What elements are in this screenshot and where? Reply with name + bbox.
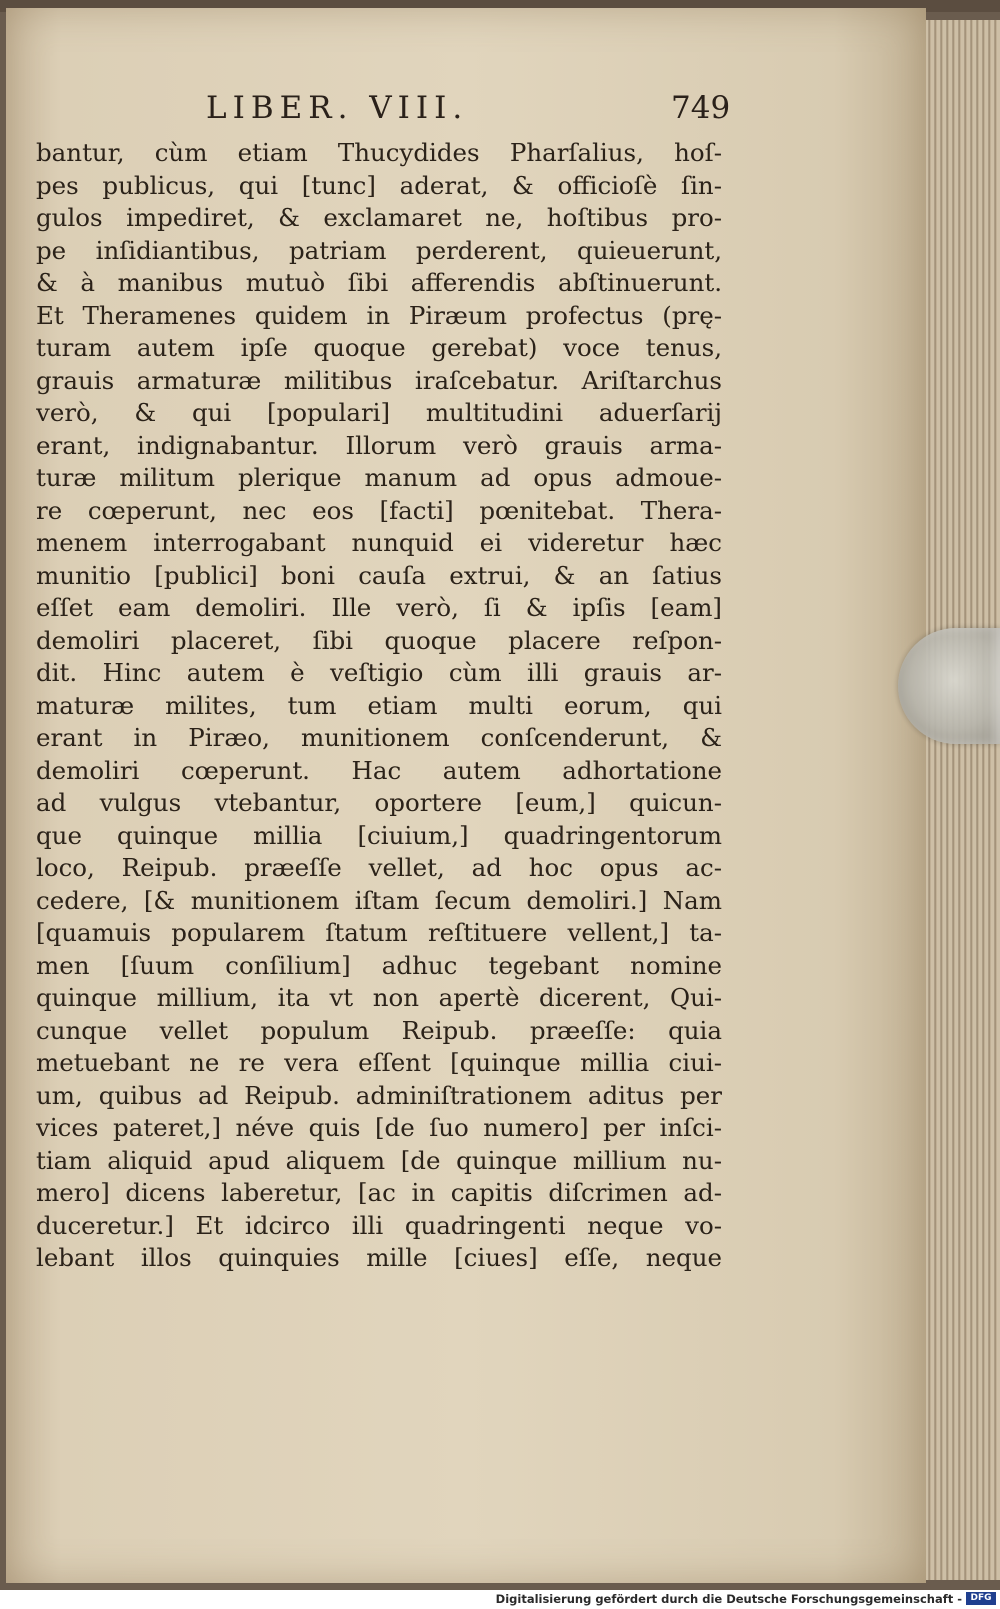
- text-line: loco, Reipub. præeſſe vellet, ad hoc opus ac-: [36, 853, 722, 882]
- text-line: demoliri placeret, ſibi quoque placere reſpon-: [36, 625, 722, 655]
- text-line: [quamuis popularem ſtatum reſtituere vellent,] ta-: [36, 918, 722, 947]
- text-line: demoliri cœperunt. Hac autem adhortatione: [36, 755, 722, 785]
- text-block: [36, 137, 722, 1275]
- text-line: cedere, [& munitionem iſtam ſecum demoliri.] Nam: [36, 885, 722, 915]
- text-line: que quinque millia [ciuium,] quadringentorum: [36, 820, 722, 850]
- text-line: pe inſidiantibus, patriam perderent, quieuerunt,: [36, 235, 722, 265]
- text-line: turæ militum plerique manum ad opus admoue-: [36, 463, 722, 492]
- text-line: Et Theramenes quidem in Piræum profectus (prę-: [36, 300, 722, 330]
- text-line: metuebant ne re vera eſſent [quinque millia ciui-: [36, 1048, 722, 1077]
- funding-credit: Digitalisierung gefördert durch die Deutsche Forschungsgemeinschaft -: [495, 1592, 962, 1606]
- text-line: duceretur.] Et idcirco illi quadringenti neque vo-: [36, 1210, 722, 1240]
- text-line: maturæ milites, tum etiam multi eorum, qui: [36, 690, 722, 720]
- text-line: men [ſuum conſilium] adhuc tegebant nomine: [36, 950, 722, 980]
- text-line: re cœperunt, nec eos [facti] pœnitebat. Thera-: [36, 495, 722, 525]
- text-line: um, quibus ad Reipub. adminiſtrationem aditus per: [36, 1080, 722, 1110]
- text-line: ad vulgus vtebantur, oportere [eum,] quicun-: [36, 788, 722, 817]
- dfg-logo: DFG: [966, 1592, 996, 1605]
- text-line: cunque vellet populum Reipub. præeſſe: quia: [36, 1015, 722, 1045]
- page-edges: [926, 20, 1000, 1580]
- text-line: munitio [publici] boni cauſa extrui, & an ſatius: [36, 560, 722, 590]
- footer-bar: [0, 1590, 1000, 1609]
- text-line: verò, & qui [populari] multitudini aduerſarij: [36, 398, 722, 427]
- text-line: lebant illos quinquies mille [ciues] eſſe, neque: [36, 1243, 722, 1272]
- text-line: grauis armaturæ militibus iraſcebatur. Ariſtarchus: [36, 365, 722, 395]
- text-line: turam autem ipſe quoque gerebat) voce tenus,: [36, 333, 722, 362]
- text-line: bantur, cùm etiam Thucydides Pharſalius, hoſ-: [36, 138, 722, 167]
- book-page: [6, 8, 926, 1583]
- text-line: pes publicus, qui [tunc] aderat, & officioſè ſin-: [36, 170, 722, 200]
- text-line: menem interrogabant nunquid ei videretur hæc: [36, 528, 722, 557]
- text-line: tiam aliquid apud aliquem [de quinque millium nu-: [36, 1145, 722, 1175]
- text-line: & à manibus mutuò ſibi afferendis abſtinuerunt.: [36, 268, 722, 297]
- text-line: quinque millium, ita vt non apertè dicerent, Qui-: [36, 983, 722, 1012]
- page-header: [6, 90, 926, 132]
- text-line: dit. Hinc autem è veſtigio cùm illi grauis ar-: [36, 658, 722, 687]
- running-head: LIBER. VIII.: [206, 90, 469, 126]
- text-line: erant in Piræo, munitionem conſcenderunt, &: [36, 723, 722, 752]
- text-line: mero] dicens laberetur, [ac in capitis diſcrimen ad-: [36, 1178, 722, 1207]
- text-line: eſſet eam demoliri. Ille verò, ſi & ipſis [eam]: [36, 593, 722, 622]
- text-line: erant, indignabantur. Illorum verò grauis arma-: [36, 430, 722, 460]
- text-line: vices pateret,] néve quis [de ſuo numero] per inſci-: [36, 1113, 722, 1142]
- text-line: gulos impediret, & exclamaret ne, hoſtibus pro-: [36, 203, 722, 232]
- page-number: 749: [671, 90, 731, 126]
